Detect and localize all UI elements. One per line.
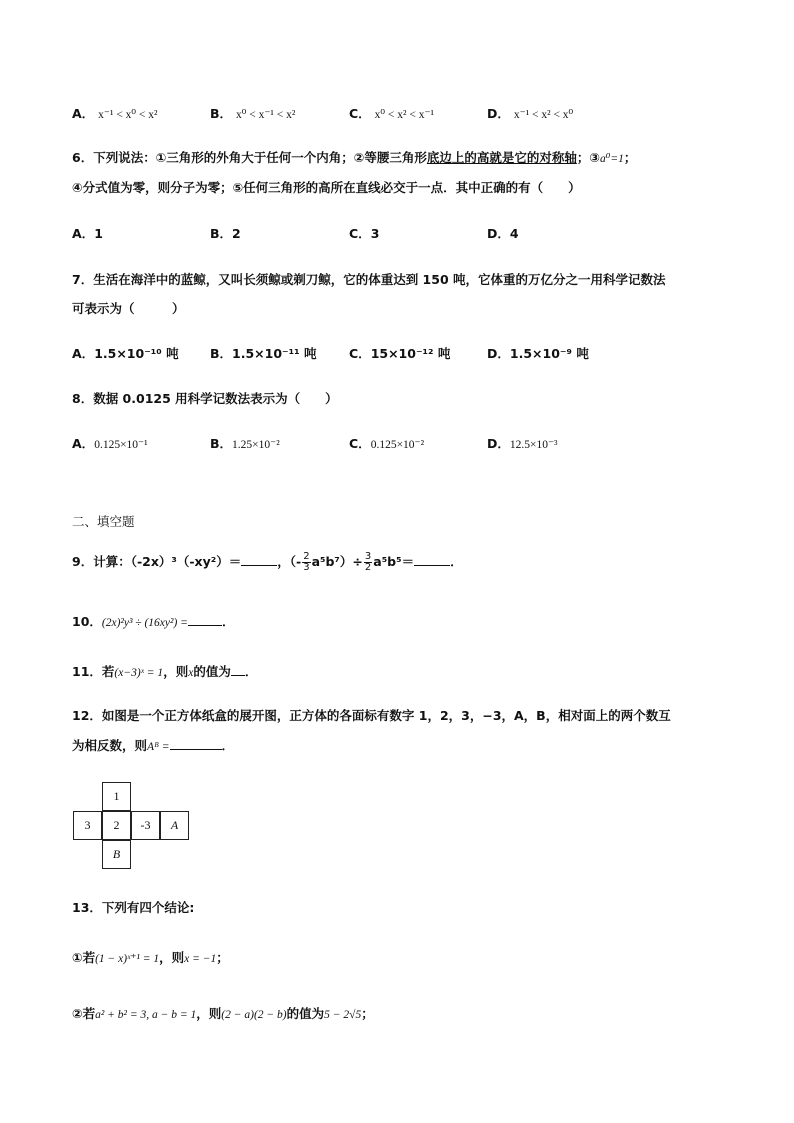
q7-option-c	[349, 344, 450, 362]
option-expr: 0.125×10⁻¹	[94, 439, 148, 451]
answer-blank[interactable]	[414, 553, 450, 566]
q7-stem-line1: 7．生活在海洋中的蓝鲸，又叫长须鲸或剃刀鲸，它的体重达到 150 吨，它体重的万亿分之一用科学记数法	[72, 272, 666, 287]
option-text: 1	[94, 226, 103, 241]
option-label: D．	[487, 436, 510, 451]
q13-expr: x = −1	[184, 953, 217, 965]
net-cell-right1: -3	[131, 811, 160, 840]
q7-stem-line2: 可表示为（ ）	[72, 301, 185, 316]
q11-stem	[72, 662, 257, 680]
option-label: A．	[72, 106, 95, 121]
option-expr: 1.25×10⁻²	[232, 439, 280, 451]
fraction-two-thirds	[302, 552, 310, 573]
q8-stem: 8．数据 0.0125 用科学记数法表示为（ ）	[72, 391, 338, 406]
q6-option-b	[210, 224, 241, 242]
q10-stem	[72, 612, 234, 630]
fraction-three-halves	[364, 552, 372, 573]
q13-text: ，则	[196, 1006, 222, 1021]
option-text: 2	[232, 226, 241, 241]
option-label: C．	[349, 106, 371, 121]
q7-option-d	[487, 344, 589, 362]
option-text: 3	[370, 226, 380, 241]
q5-option-a	[72, 104, 157, 122]
q6-text-a: 6．下列说法：①三角形的外角大于任何一个内角；②等腰三角形	[72, 150, 427, 165]
option-label: D．	[487, 346, 510, 361]
q13-conclusion-1	[72, 948, 229, 966]
q9-stem	[72, 552, 463, 573]
q13-expr: a² + b² = 3, a − b = 1	[95, 1009, 197, 1021]
q11-text: 的值为	[193, 664, 231, 679]
q6-stem-line1	[72, 148, 636, 166]
net-cell-left: 3	[73, 811, 102, 840]
option-label: A．	[72, 226, 95, 241]
q11-number: 11．若	[72, 664, 115, 679]
q9-text: a⁵b⁷）÷	[311, 554, 363, 569]
q6-option-a	[72, 224, 103, 242]
fraction-denominator: 3	[303, 562, 310, 573]
net-cell-top: 1	[102, 782, 131, 811]
q12-text: ．	[221, 738, 235, 753]
q13-expr: (2 − a)(2 − b)	[221, 1009, 287, 1021]
answer-blank[interactable]	[231, 663, 245, 676]
q10-expr: (2x)²y³ ÷ (16xy²) =	[101, 617, 188, 629]
option-text: 1.5×10⁻¹¹ 吨	[232, 346, 317, 361]
option-label: A．	[72, 346, 95, 361]
q5-option-b	[210, 104, 295, 122]
option-label: B．	[210, 226, 233, 241]
q8-option-d	[487, 434, 558, 452]
option-text: 1.5×10⁻¹⁰ 吨	[94, 346, 179, 361]
q7-option-a	[72, 344, 179, 362]
q13-text: 的值为	[286, 1006, 325, 1021]
option-label: D．	[487, 106, 510, 121]
q6-text-e: ；	[623, 150, 637, 165]
fraction-numerator: 2	[303, 551, 310, 562]
fraction-denominator: 2	[364, 562, 372, 573]
q13-text: ；	[361, 1006, 374, 1021]
option-label: B．	[210, 346, 233, 361]
q12-stem-line2	[72, 736, 234, 754]
q12-stem-line1: 12．如图是一个正方体纸盒的展开图，正方体的各面标有数字 1，2，3，−3，A，B，相对面上的两个数互	[72, 708, 671, 723]
q13-text: ②若	[72, 1006, 96, 1021]
q13-expr: 5 − 2√5	[324, 1009, 362, 1021]
q10-number: 10．	[72, 614, 102, 629]
q6-underlined-text: 底边上的高就是它的对称轴	[426, 150, 577, 165]
q13-expr: (1 − x)ˣ⁺¹ = 1	[95, 953, 160, 965]
q8-option-a	[72, 434, 148, 452]
q8-option-b	[210, 434, 280, 452]
net-cell-right2: A	[160, 811, 189, 840]
option-label: C．	[349, 226, 371, 241]
option-expr: 0.125×10⁻²	[370, 439, 425, 451]
q7-option-b	[210, 344, 316, 362]
q11-text: ．	[244, 664, 258, 679]
q6-math-a0: a⁰=1	[599, 153, 624, 165]
q6-option-d	[487, 224, 519, 242]
option-label: C．	[349, 436, 371, 451]
q13-conclusion-2	[72, 1004, 374, 1022]
option-expr: 12.5×10⁻³	[509, 439, 558, 451]
q8-option-c	[349, 434, 424, 452]
answer-blank[interactable]	[188, 613, 222, 626]
q9-text: ，（-	[277, 554, 302, 569]
answer-blank[interactable]	[170, 737, 222, 750]
q9-text: ．	[450, 554, 463, 569]
q6-option-c	[349, 224, 379, 242]
fraction-numerator: 3	[364, 551, 372, 562]
q11-text: ，则	[163, 664, 189, 679]
q12-text: 为相反数，则	[72, 738, 148, 753]
net-cell-center: 2	[102, 811, 131, 840]
q6-stem-line2: ④分式值为零，则分子为零；⑤任何三角形的高所在直线必交于一点．其中正确的有（ ）	[72, 180, 581, 195]
option-label: B．	[210, 436, 233, 451]
option-text: 1.5×10⁻⁹ 吨	[509, 346, 589, 361]
q12-expr: Aᴮ =	[147, 741, 170, 753]
option-expr: x⁻¹ < x² < x⁰	[513, 109, 574, 121]
option-expr: x⁻¹ < x⁰ < x²	[98, 109, 158, 121]
q6-text-c: ；③	[576, 150, 600, 165]
q13-stem: 13．下列有四个结论:	[72, 900, 195, 915]
q5-option-d	[487, 104, 573, 122]
q11-expr: (x−3)ˣ = 1	[114, 667, 164, 679]
option-text: 4	[509, 226, 519, 241]
option-expr: x⁰ < x² < x⁻¹	[374, 109, 434, 121]
q9-text: 9．计算：（-2x）³（-xy²）＝	[72, 554, 242, 569]
q13-text: ；	[216, 950, 229, 965]
option-label: A．	[72, 436, 95, 451]
option-label: D．	[487, 226, 510, 241]
option-expr: x⁰ < x⁻¹ < x²	[236, 109, 296, 121]
option-label: B．	[210, 106, 233, 121]
q11-var: x	[188, 667, 194, 679]
q13-text: ，则	[159, 950, 185, 965]
q5-option-c	[349, 104, 434, 122]
q9-text: a⁵b⁵＝	[373, 554, 415, 569]
option-text: 15×10⁻¹² 吨	[370, 346, 451, 361]
option-label: C．	[349, 346, 371, 361]
section-title: 二、填空题	[72, 514, 135, 529]
answer-blank[interactable]	[241, 553, 277, 566]
q10-text: ．	[221, 614, 235, 629]
q13-text: ①若	[72, 950, 96, 965]
net-cell-bottom: B	[102, 840, 131, 869]
